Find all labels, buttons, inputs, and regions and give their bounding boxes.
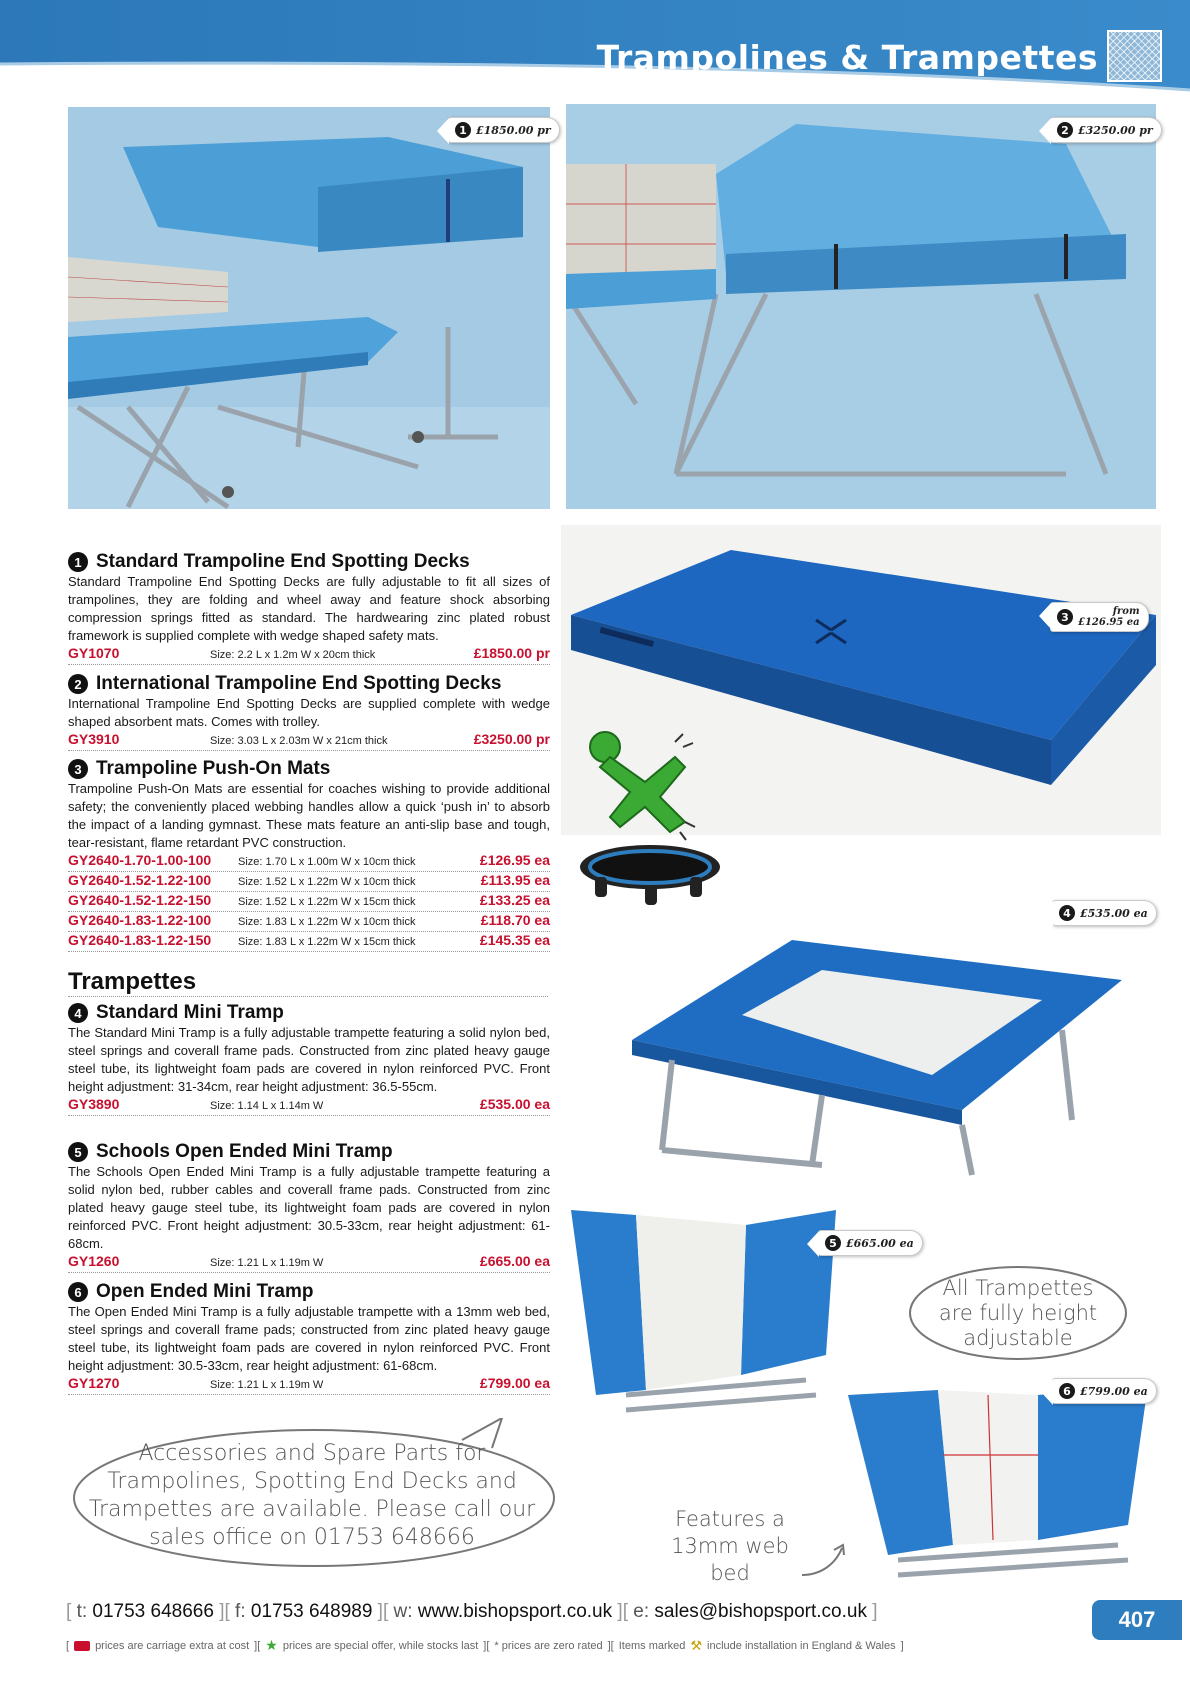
price-tag-2 [1050, 117, 1162, 143]
product-code: GY2640-1.52-1.22-150 [68, 892, 212, 908]
product-number: 3 [68, 759, 88, 779]
product-size: Size: 1.52 L x 1.22m W x 10cm thick [238, 876, 416, 888]
product-price: £665.00 ea [479, 1253, 550, 1269]
phone-label: t: [76, 1601, 88, 1622]
tag-price: £799.00 ea [1080, 1384, 1148, 1398]
product-6 [68, 1281, 550, 1395]
product-description: International Trampoline End Spotting Decks are supplied complete with wedge shaped absorbent mats. Comes with trolley. [68, 696, 550, 729]
product-price: £1850.00 pr [473, 645, 550, 661]
accessories-note [62, 1418, 562, 1570]
tag-number: 4 [1059, 905, 1075, 921]
product-title [68, 758, 550, 780]
tag-number: 6 [1059, 1383, 1075, 1399]
product-price: £113.95 ea [480, 872, 550, 888]
product-name: Open Ended Mini Tramp [96, 1281, 314, 1302]
adjustable-note [900, 1258, 1130, 1368]
note-line: bed [710, 1561, 750, 1585]
product-number: 2 [68, 674, 88, 694]
product-code: GY1270 [68, 1375, 120, 1391]
product-price: £535.00 ea [479, 1096, 550, 1112]
product-size: Size: 1.83 L x 1.22m W x 10cm thick [238, 916, 416, 928]
price-tag-3 [1050, 602, 1149, 632]
truck-icon [74, 1641, 90, 1651]
product-title [68, 1002, 550, 1024]
price-tag-5 [818, 1230, 923, 1256]
email-label: e: [633, 1601, 650, 1622]
product-2 [68, 673, 550, 751]
carriage-note: prices are carriage extra at cost [95, 1639, 250, 1652]
product-row [68, 872, 550, 892]
note-line: 13mm web [671, 1534, 789, 1558]
price-tag-6 [1052, 1378, 1157, 1404]
product-title [68, 1141, 550, 1163]
page-title: Trampolines & Trampettes [596, 38, 1098, 77]
note-line: are fully height [938, 1301, 1098, 1325]
website-link[interactable]: www.bishopsport.co.uk [417, 1601, 613, 1622]
product-row [68, 912, 550, 932]
note-line: Accessories and Spare Parts for [138, 1441, 486, 1466]
offer-note: prices are special offer, while stocks last [282, 1639, 479, 1652]
product-code: GY2640-1.52-1.22-100 [68, 872, 212, 888]
product-row [68, 645, 550, 665]
product-size: Size: 2.2 L x 1.2m W x 20cm thick [210, 649, 376, 661]
product-size: Size: 1.52 L x 1.22m W x 15cm thick [238, 896, 416, 908]
note-line: All Trampettes [942, 1276, 1094, 1300]
email-link[interactable]: sales@bishopsport.co.uk [654, 1601, 867, 1622]
product-price: £133.25 ea [479, 892, 550, 908]
page-number: 407 [1092, 1600, 1182, 1640]
note-line: Features a [675, 1507, 785, 1531]
product-name: Schools Open Ended Mini Tramp [96, 1141, 393, 1162]
product-5 [68, 1141, 550, 1273]
product-price: £3250.00 pr [473, 731, 550, 747]
zero-rated-note: * prices are zero rated [494, 1639, 603, 1652]
product-1 [68, 551, 550, 665]
web-label: w: [393, 1601, 413, 1622]
price-tag-1 [448, 117, 560, 143]
product-description: The Standard Mini Tramp is a fully adjustable trampette featuring a solid nylon bed, steel springs and coverall frame pads. Constructed from zinc plated heavy gauge steel tube, its lightweight foam pads are covered in nylon reinforced PVC. Front height adjustment: 31-34cm, rear height adjustment: 36.5-55cm. [68, 1025, 550, 1094]
tag-number: 3 [1057, 609, 1073, 625]
arrow-icon [800, 1540, 850, 1580]
product-row [68, 1253, 550, 1273]
installation-note: include installation in England & Wales [707, 1639, 896, 1652]
product-row [68, 892, 550, 912]
product-price: £126.95 ea [479, 852, 550, 868]
note-line: adjustable [963, 1326, 1073, 1350]
note-line: sales office on 01753 648666 [149, 1525, 475, 1550]
product-row [68, 1375, 550, 1395]
product-description: The Schools Open Ended Mini Tramp is a fully adjustable trampette featuring a solid nylon bed, rubber cables and coverall frame pads. Constructed from zinc plated heavy gauge steel tube, its lightweight foam pads are covered in nylon reinforced PVC. Front height adjustment: 30.5-33cm, rear height adjustment: 61-68cm. [68, 1164, 550, 1251]
product-name: International Trampoline End Spotting Decks [96, 673, 502, 694]
product-code: GY2640-1.70-1.00-100 [68, 852, 212, 868]
product-code: GY3910 [68, 731, 120, 747]
spotting-deck-photo-1 [68, 107, 550, 509]
note-line: Trampettes are available. Please call our [88, 1497, 536, 1522]
product-4 [68, 1002, 550, 1116]
product-number: 4 [68, 1003, 88, 1023]
features-note [640, 1506, 820, 1587]
product-code: GY3890 [68, 1096, 120, 1112]
product-row [68, 852, 550, 872]
product-code: GY2640-1.83-1.22-150 [68, 932, 212, 948]
product-title [68, 551, 550, 573]
fax-number: 01753 648989 [250, 1601, 373, 1622]
tag-price: £535.00 ea [1080, 906, 1148, 920]
product-code: GY2640-1.83-1.22-100 [68, 912, 212, 928]
product-row [68, 1096, 550, 1116]
product-number: 1 [68, 552, 88, 572]
tag-from: from [1112, 606, 1140, 617]
price-tag-4 [1052, 900, 1157, 926]
product-size: Size: 1.70 L x 1.00m W x 10cm thick [238, 856, 416, 868]
fax-label: f: [235, 1601, 246, 1622]
product-3 [68, 758, 550, 952]
spotting-deck-photo-2 [566, 104, 1156, 509]
product-code: GY1070 [68, 645, 120, 661]
items-marked-note: Items marked [618, 1639, 686, 1652]
product-description: Trampoline Push-On Mats are essential for coaches wishing to provide additional safety; the conveniently placed webbing handles allow a quick ‘push in’ to absorb the impact of a landing gymnast. These mats feature an anti-slip base and tough, tear-resistant, flame retardant PVC construction. [68, 781, 550, 850]
product-name: Trampoline Push-On Mats [96, 758, 331, 779]
product-size: Size: 1.83 L x 1.22m W x 15cm thick [238, 936, 416, 948]
product-size: Size: 1.14 L x 1.14m W [210, 1100, 324, 1112]
tag-price: £1850.00 pr [476, 123, 551, 137]
product-size: Size: 3.03 L x 2.03m W x 21cm thick [210, 735, 388, 747]
tag-price: £3250.00 pr [1078, 123, 1153, 137]
product-row [68, 731, 550, 751]
product-description: Standard Trampoline End Spotting Decks are fully adjustable to fit all sizes of trampolines, they are folding and wheel away and feature shock absorbing compression springs fitted as standard. The hardwearing zinc plated robust framework is supplied complete with wedge shaped safety mats. [68, 574, 550, 643]
product-size: Size: 1.21 L x 1.19m W [210, 1379, 324, 1391]
tag-price: £126.95 ea [1078, 617, 1140, 628]
product-title [68, 1281, 550, 1303]
product-price: £799.00 ea [479, 1375, 550, 1391]
contact-line: [ t: 01753 648666 ][ f: 01753 648989 ][ w: www.bishopsport.co.uk ][ e: sales@bishopsport.co.uk ] [66, 1601, 878, 1622]
tag-number: 5 [825, 1235, 841, 1251]
product-number: 5 [68, 1142, 88, 1162]
open-ended-mini-tramp-photo [838, 1385, 1156, 1585]
phone-number: 01753 648666 [92, 1601, 214, 1622]
product-price: £118.70 ea [480, 912, 550, 928]
star-icon: ★ [265, 1637, 278, 1653]
product-name: Standard Trampoline End Spotting Decks [96, 551, 470, 572]
product-name: Standard Mini Tramp [96, 1002, 284, 1023]
net-pattern-icon [1107, 30, 1162, 82]
product-price: £145.35 ea [479, 932, 550, 948]
product-row [68, 932, 550, 952]
tag-price-stack [1078, 606, 1140, 628]
tag-number: 2 [1057, 122, 1073, 138]
product-code: GY1260 [68, 1253, 120, 1269]
price-notes-line: [ prices are carriage extra at cost ][ ★ prices are special offer, while stocks last ][ * prices are zero rated ][ Items marked ⚒ include installation in England & Wales ] [66, 1637, 904, 1653]
tag-price: £665.00 ea [846, 1236, 914, 1250]
tag-number: 1 [455, 122, 471, 138]
product-title [68, 673, 550, 695]
product-description: The Open Ended Mini Tramp is a fully adjustable trampette with a 13mm web bed, steel springs and coverall frame pads; constructed from zinc plated heavy gauge steel tube, its lightweight foam pads are covered in nylon reinforced PVC. Front height adjustment: 30.5-33cm, rear height adjustment: 61-68cm. [68, 1304, 550, 1373]
jumping-figure-illustration [565, 727, 740, 917]
standard-mini-tramp-photo [622, 920, 1132, 1180]
note-line: Trampolines, Spotting End Decks and [107, 1469, 517, 1494]
hammer-icon: ⚒ [690, 1637, 703, 1653]
product-size: Size: 1.21 L x 1.19m W [210, 1257, 324, 1269]
product-number: 6 [68, 1282, 88, 1302]
section-title-trampettes: Trampettes [68, 968, 548, 997]
